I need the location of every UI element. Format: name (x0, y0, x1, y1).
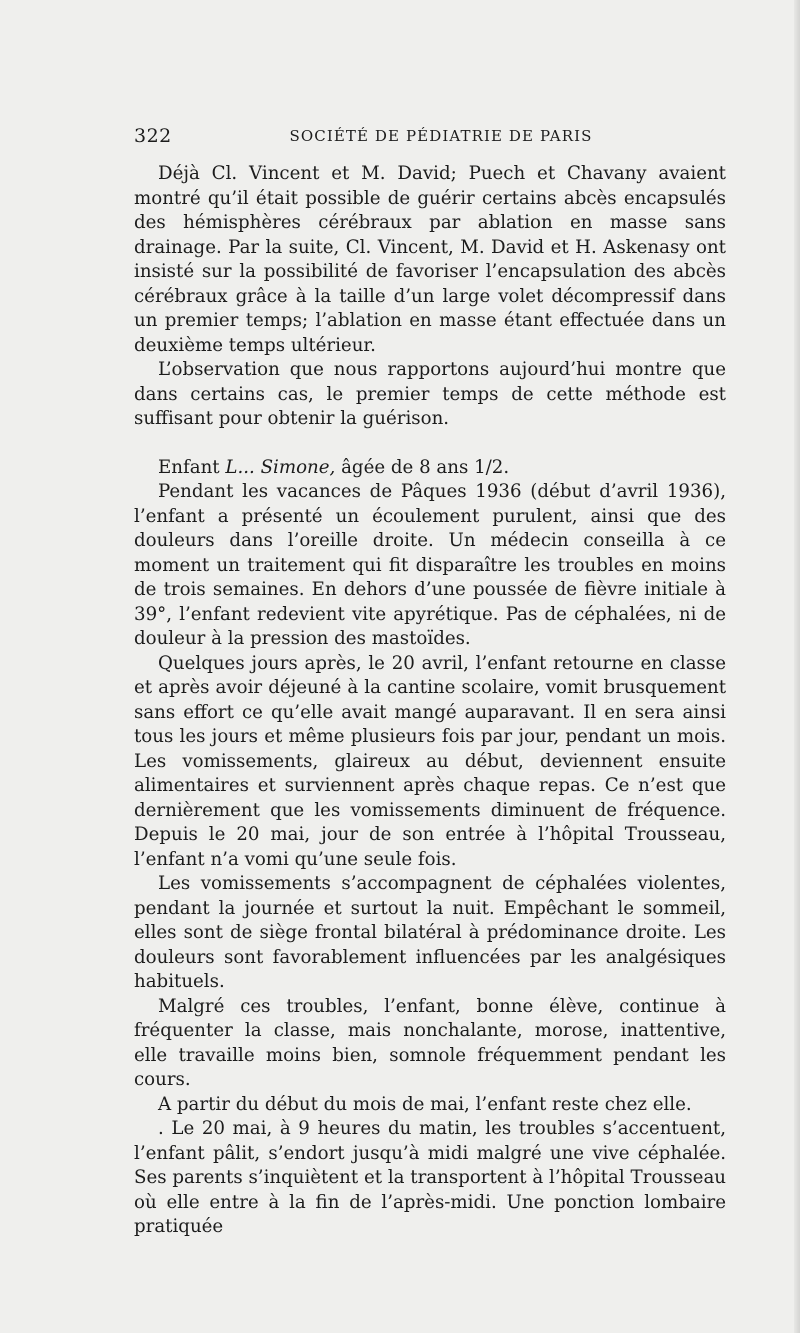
body-text (134, 162, 726, 1240)
paragraph-observation: L’observation que nous rapportons aujourd’hui montre que dans certains cas, le premier temps de cette méthode est suffisant pour obtenir la guérison. (134, 359, 726, 429)
case-intro-prefix: Enfant (158, 456, 226, 478)
page-edge (794, 0, 800, 1333)
patient-name: L... Simone, (225, 456, 336, 478)
paragraph-headaches: Les vomissements s’accompagnent de céphalées violentes, pendant la journée et surtout la nuit. Empêchant le sommeil, elles sont de siège frontal bilatéral à prédominance droite. Les douleurs sont favorablement influencées par les analgésiques habituels. (134, 873, 726, 992)
running-title: SOCIÉTÉ DE PÉDIATRIE DE PARIS (289, 127, 593, 145)
paragraph-intro: Déjà Cl. Vincent et M. David; Puech et Chavany avaient montré qu’il était possible de guérir certains abcès encapsulés des hémisphères cérébraux par ablation en masse sans drainage. Par la suite, Cl. Vincent, M. David et H. Askenasy ont insisté sur la possibilité de favoriser l’encapsulation des abcès cérébraux grâce à la taille d’un large volet décompressif dans un premier temps; l’ablation en masse étant effectuée dans un deuxième temps ultérieur. (134, 163, 726, 356)
paragraph-admission: . Le 20 mai, à 9 heures du matin, les troubles s’accentuent, l’enfant pâlit, s’endort jusqu’à midi malgré une vive céphalée. Ses parents s’inquiètent et la transportent à l’hôpital Trousseau où elle entre à la fin de l’après-midi. Une ponction lombaire pratiquée (134, 1118, 726, 1237)
paragraph-school: Malgré ces troubles, l’enfant, bonne élève, continue à fréquenter la classe, mais nonchalante, morose, inattentive, elle travaille moins bien, somnole fréquemment pendant les cours. (134, 995, 726, 1090)
paragraph-may: A partir du début du mois de mai, l’enfant reste chez elle. (158, 1093, 692, 1115)
paragraph-history: Pendant les vacances de Pâques 1936 (début d’avril 1936), l’enfant a présenté un écoulement purulent, ainsi que des douleurs dans l’oreille droite. Un médecin conseilla à ce moment un traitement qui fit disparaître les troubles en moins de trois semaines. En dehors d’une poussée de fièvre initiale à 39°, l’enfant redevient vite apyrétique. Pas de céphalées, ni de douleur à la pression des mastoïdes. (134, 481, 726, 649)
page-number: 322 (134, 125, 172, 147)
page-header (134, 125, 726, 155)
case-intro-suffix: âgée de 8 ans 1/2. (335, 456, 510, 478)
case-intro (134, 456, 726, 481)
paragraph-vomiting: Quelques jours après, le 20 avril, l’enfant retourne en classe et après avoir déjeuné à la cantine scolaire, vomit brusquement sans effort ce qu’elle avait mangé auparavant. Il en sera ainsi tous les jours et même plusieurs fois par jour, pendant un mois. Les vomissements, glaireux au début, deviennent ensuite alimentaires et surviennent après chaque repas. Ce n’est que dernièrement que les vomissements diminuent de fréquence. Depuis le 20 mai, jour de son entrée à l’hôpital Trousseau, l’enfant n’a vomi qu’une seule fois. (134, 652, 726, 870)
